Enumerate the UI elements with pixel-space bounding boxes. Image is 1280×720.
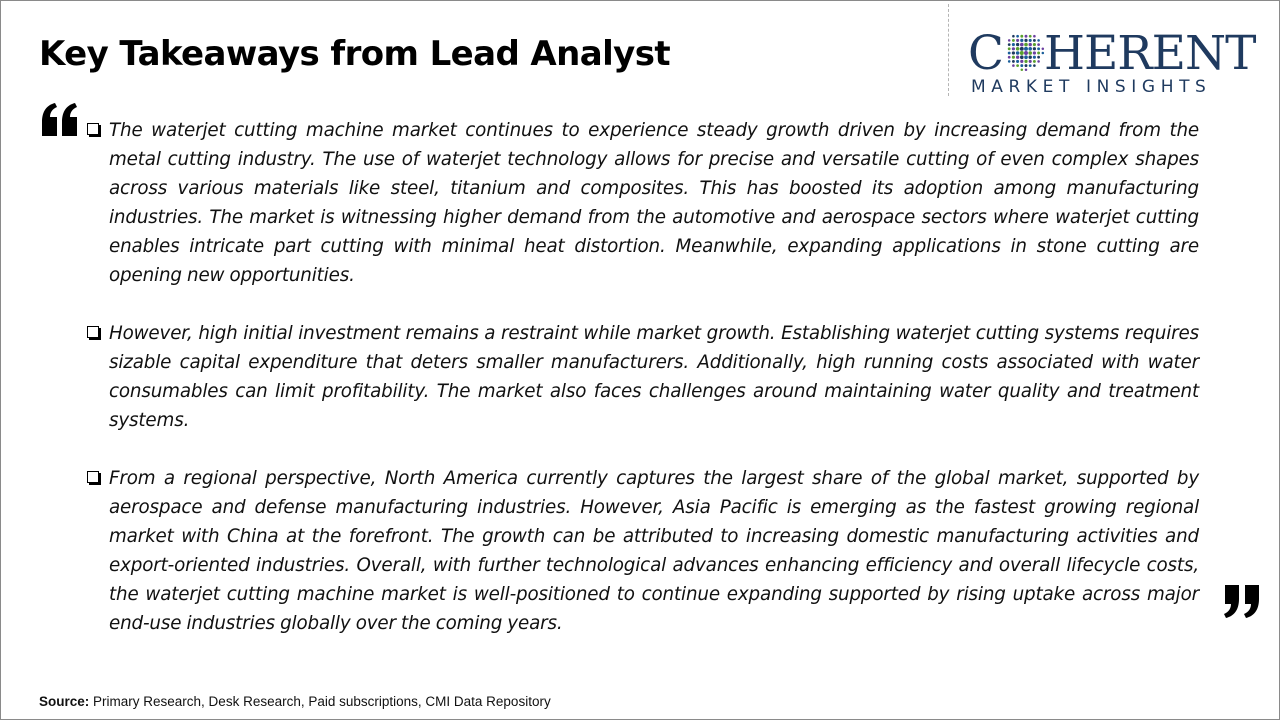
logo-globe-dot (1025, 64, 1028, 67)
logo-globe-dot (1029, 35, 1032, 38)
logo-globe-dot (1028, 51, 1032, 55)
logo-globe-dot (1008, 52, 1011, 55)
logo-globe-dot (1012, 51, 1015, 54)
logo-wordmark (968, 28, 1255, 80)
logo-globe-dot (1024, 43, 1028, 47)
logo-globe-dot (1024, 51, 1028, 55)
logo-globe-dot (1033, 43, 1036, 46)
logo-globe-dot (1033, 47, 1036, 50)
source-note (39, 694, 551, 709)
logo-globe-dot (1012, 47, 1015, 50)
logo-globe-dot (1037, 47, 1040, 50)
logo-globe-dot (1008, 47, 1011, 50)
logo-globe-dot (1016, 35, 1019, 38)
logo-globe-dot (1037, 52, 1040, 55)
quote-close-icon (1222, 583, 1262, 619)
logo-globe-dot (1028, 47, 1032, 51)
logo-globe-dot (1033, 64, 1036, 67)
logo-globe-dot (1020, 60, 1023, 63)
checkbox-square-icon (87, 123, 99, 135)
logo-letter-c: C (968, 26, 1003, 81)
logo-globe-dot (1012, 64, 1015, 67)
logo-globe-dot (1020, 55, 1024, 59)
logo-globe-dot (1021, 69, 1024, 72)
logo-globe-dot (1016, 64, 1019, 67)
logo-globe-dot (1037, 39, 1040, 42)
logo-globe-dot (1012, 56, 1015, 59)
logo-globe-dot (1008, 60, 1011, 63)
logo-globe-dot (1016, 56, 1019, 59)
logo-globe-dot (1012, 60, 1015, 63)
logo-globe-dot (1020, 47, 1024, 51)
takeaway-text: The waterjet cutting machine market continues to experience steady growth driven by increasing demand from the metal cutting industry. The use of waterjet technology allows for precise and versatile cutting of even complex shapes across various materials like steel, titanium and composites. This has boosted its adoption among manufacturing industries. The market is witnessing higher demand from the automotive and aerospace sectors where waterjet cutting enables intricate part cutting with minimal heat distortion. Meanwhile, expanding applications in stone cutting are opening new opportunities. (109, 120, 1199, 286)
logo-globe-dot (1033, 35, 1036, 38)
takeaway-item (86, 464, 1199, 638)
quote-open-icon (40, 102, 80, 138)
logo-globe-dot (1016, 43, 1019, 46)
logo-globe-dot (1016, 60, 1019, 63)
logo-globe-dot (1008, 39, 1011, 42)
logo-globe-dot (1028, 55, 1031, 58)
logo-globe-dot (1012, 39, 1015, 42)
logo-globe-dot (1033, 39, 1036, 42)
logo-globe-dot (1029, 64, 1032, 67)
logo-globe-dot (1029, 60, 1032, 63)
logo-globe-dot (1037, 56, 1040, 59)
logo-globe-dot (1020, 39, 1023, 42)
logo-globe-dot (1016, 39, 1019, 42)
source-text: Primary Research, Desk Research, Paid subscriptions, CMI Data Repository (93, 694, 551, 709)
logo-globe-dot (1020, 64, 1023, 67)
slide-title: Key Takeaways from Lead Analyst (39, 34, 671, 74)
logo-globe-dot (1024, 47, 1028, 51)
logo-globe-dot (1020, 43, 1024, 47)
logo-globe-dot (1008, 56, 1011, 59)
checkbox-square-icon (87, 326, 99, 338)
logo-globe-dot (1029, 39, 1032, 42)
logo-globe-dot (1024, 55, 1028, 59)
logo-letters-herent: HERENT (1043, 26, 1256, 81)
logo-divider (948, 4, 949, 96)
logo-globe-dot (1025, 69, 1028, 72)
logo-globe-dot (1037, 43, 1040, 46)
logo-globe-dot (1020, 51, 1024, 55)
logo-globe-dot (1012, 35, 1015, 38)
company-logo (968, 28, 1260, 100)
logo-globe-dot (1020, 35, 1023, 38)
logo-globe-dot (1037, 60, 1040, 63)
logo-globe-dot (1008, 43, 1011, 46)
takeaway-item (86, 319, 1199, 435)
logo-tagline: MARKET INSIGHTS (971, 77, 1212, 97)
logo-globe-dot (1025, 35, 1028, 38)
logo-globe-dot (1033, 51, 1036, 54)
logo-globe-dot (1016, 47, 1020, 51)
logo-globe-dot (1033, 56, 1036, 59)
takeaway-text: However, high initial investment remains a restraint while market growth. Establishing waterjet cutting systems requires sizable capital expenditure that deters smaller manufacturers. Additionally, high running costs associated with water consumables can limit profitability. The market also faces challenges around maintaining water quality and treatment systems. (109, 323, 1199, 431)
logo-globe-dot (1012, 43, 1015, 46)
logo-globe-icon (1002, 29, 1046, 73)
logo-globe-dot (1024, 60, 1027, 63)
checkbox-square-icon (87, 471, 99, 483)
logo-globe-dot (1016, 51, 1020, 55)
takeaway-item (86, 116, 1199, 290)
source-label: Source: (39, 694, 90, 709)
logo-globe-dot (1028, 43, 1031, 46)
logo-globe-dot (1024, 39, 1027, 42)
takeaway-text: From a regional perspective, North America currently captures the largest share of the global market, supported by aerospace and defense manufacturing industries. However, Asia Pacific is emerging as the fastest growing regional market with China at the forefront. The growth can be attributed to increasing domestic manufacturing activities and export-oriented industries. Overall, with further technological advances enhancing efficiency and overall lifecycle costs, the waterjet cutting machine market is well-positioned to continue expanding supported by rising uptake across major end-use industries globally over the coming years. (109, 468, 1199, 634)
logo-globe-dot (1033, 60, 1036, 63)
takeaways-list (86, 116, 1199, 667)
